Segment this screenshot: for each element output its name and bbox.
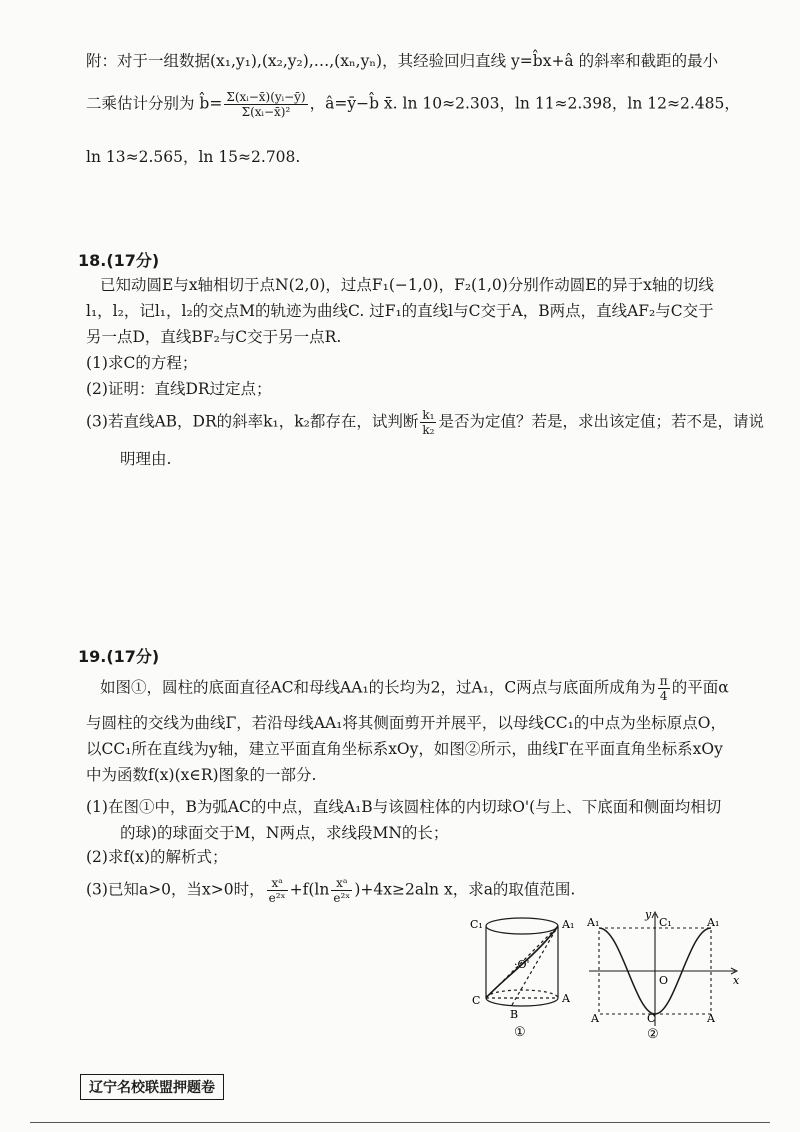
fig1-label-b: B: [510, 1008, 519, 1021]
inequality-fraction-1: [267, 876, 288, 905]
q18-paragraph-2: l₁，l₂，记l₁，l₂的交点M的轨迹为曲线C. 过F₁的直线l与C交于A，B两点，直线AF₂与C交于: [86, 302, 714, 320]
fig1-label-c: C: [472, 994, 481, 1007]
cylinder-top-ellipse: [486, 918, 558, 934]
q18-sub-3-continued: 明理由.: [120, 450, 172, 468]
fig2-label-a-left: A: [591, 1012, 599, 1025]
slope-denominator: Σ(xᵢ−x̄)²: [241, 105, 291, 119]
fraction-1-denominator: e²ˣ: [268, 891, 286, 905]
appendix-line-1: 附：对于一组数据(x₁,y₁),(x₂,y₂),…,(xₙ,yₙ)，其经验回归直线 y=b̂x+â 的斜率和截距的最小: [86, 52, 719, 70]
appendix-line-2: [86, 90, 746, 119]
bottom-divider: [30, 1122, 770, 1123]
ratio-denominator: k₂: [422, 423, 435, 437]
angle-fraction: [658, 674, 670, 703]
fig2-label-y: y: [645, 908, 652, 921]
cylinder-bottom-front-arc: [486, 998, 558, 1006]
fraction-2-numerator: xᵃ: [331, 876, 352, 891]
fig2-label-x: x: [733, 974, 740, 987]
appendix-line-2-suffix: ，â=ȳ−b̂ x̄. ln 10≈2.303，ln 11≈2.398，ln 12≈2.485，: [309, 94, 740, 113]
fraction-1-numerator: xᵃ: [267, 876, 288, 891]
regression-slope-fraction: [224, 90, 307, 119]
inequality-fraction-2: [331, 876, 352, 905]
q19-sub-3: [86, 876, 746, 905]
cylinder-figure: [460, 912, 590, 1040]
q19-sub-1b: 的球)的球面交于M，N两点，求线段MN的长；: [120, 824, 449, 842]
q19-p1-suffix: 的平面α: [671, 678, 729, 697]
fig1-label-center: ·O': [514, 958, 530, 971]
q19-paragraph-2: 与圆柱的交线为曲线Γ，若沿母线AA₁将其侧面剪开并展平，以母线CC₁的中点为坐标原点O，: [86, 714, 726, 732]
fig1-caption: ①: [514, 1025, 526, 1040]
q18-paragraph-3: 另一点D，直线BF₂与C交于另一点R.: [86, 328, 342, 346]
cylinder-bottom-back-arc: [486, 990, 558, 998]
q18-sub-1: (1)求C的方程；: [86, 354, 198, 372]
fig1-label-c1: C₁: [470, 918, 483, 931]
fig1-label-a1: A₁: [562, 918, 575, 931]
angle-numerator: π: [659, 674, 668, 688]
fig2-caption: ②: [647, 1027, 659, 1040]
ratio-numerator: k₁: [422, 408, 435, 422]
fig2-label-c: C: [647, 1012, 656, 1025]
q19-sub-1a: (1)在图①中，B为弧AC的中点，直线A₁B与该圆柱体的内切球O'(与上、下底面和侧面均相切: [86, 798, 722, 816]
q18-sub-2: (2)证明：直线DR过定点；: [86, 380, 272, 398]
slope-ratio-fraction: [420, 408, 436, 437]
q19-sub-2: (2)求f(x)的解析式；: [86, 848, 228, 866]
q19-paragraph-3: 以CC₁所在直线为y轴，建立平面直角坐标系xOy，如图②所示，曲线Γ在平面直角坐标系xOy: [86, 740, 723, 758]
q19-paragraph-4: 中为函数f(x)(x∈R)图象的一部分.: [86, 766, 317, 784]
fig2-label-a1-right: A₁: [707, 916, 720, 929]
q19-sub-3-suffix: )+4x≥2aln x，求a的取值范围.: [354, 880, 576, 899]
fig1-label-a: A: [562, 992, 570, 1005]
q19-heading: 19.(17分): [78, 647, 160, 666]
fig2-label-origin: O: [659, 974, 669, 987]
appendix-line-2-prefix: 二乘估计分别为 b̂=: [86, 94, 223, 113]
q18-sub-3-suffix: 是否为定值？若是，求出该定值；若不是，请说: [438, 412, 764, 431]
appendix-line-3: ln 13≈2.565，ln 15≈2.708.: [86, 148, 301, 166]
fraction-2-denominator: e²ˣ: [333, 891, 351, 905]
fig2-label-a1-left: A₁: [587, 916, 600, 929]
q19-p1-prefix: 如图①，圆柱的底面直径AC和母线AA₁的长均为2，过A₁，C两点与底面所成角为: [100, 678, 656, 697]
q18-sub-3-prefix: (3)若直线AB，DR的斜率k₁，k₂都存在，试判断: [86, 412, 419, 431]
fig2-label-c1: C₁: [659, 916, 672, 929]
exam-source-label: 辽宁名校联盟押题卷: [80, 1074, 224, 1100]
q19-sub-3-prefix: (3)已知a>0，当x>0时，: [86, 880, 265, 899]
q18-paragraph-1: 已知动圆E与x轴相切于点N(2,0)，过点F₁(−1,0)，F₂(1,0)分别作动圆E的异于x轴的切线: [100, 276, 714, 294]
slope-numerator: Σ(xᵢ−x̄)(yᵢ−ȳ): [226, 90, 306, 104]
q18-heading: 18.(17分): [78, 251, 160, 270]
q19-sub-3-mid: +f(ln: [289, 880, 330, 899]
angle-denominator: 4: [659, 689, 668, 703]
unrolled-surface-figure: [585, 908, 745, 1040]
q19-paragraph-1: [100, 674, 760, 703]
q18-sub-3: [86, 408, 764, 437]
fig2-label-a-right: A: [707, 1012, 715, 1025]
